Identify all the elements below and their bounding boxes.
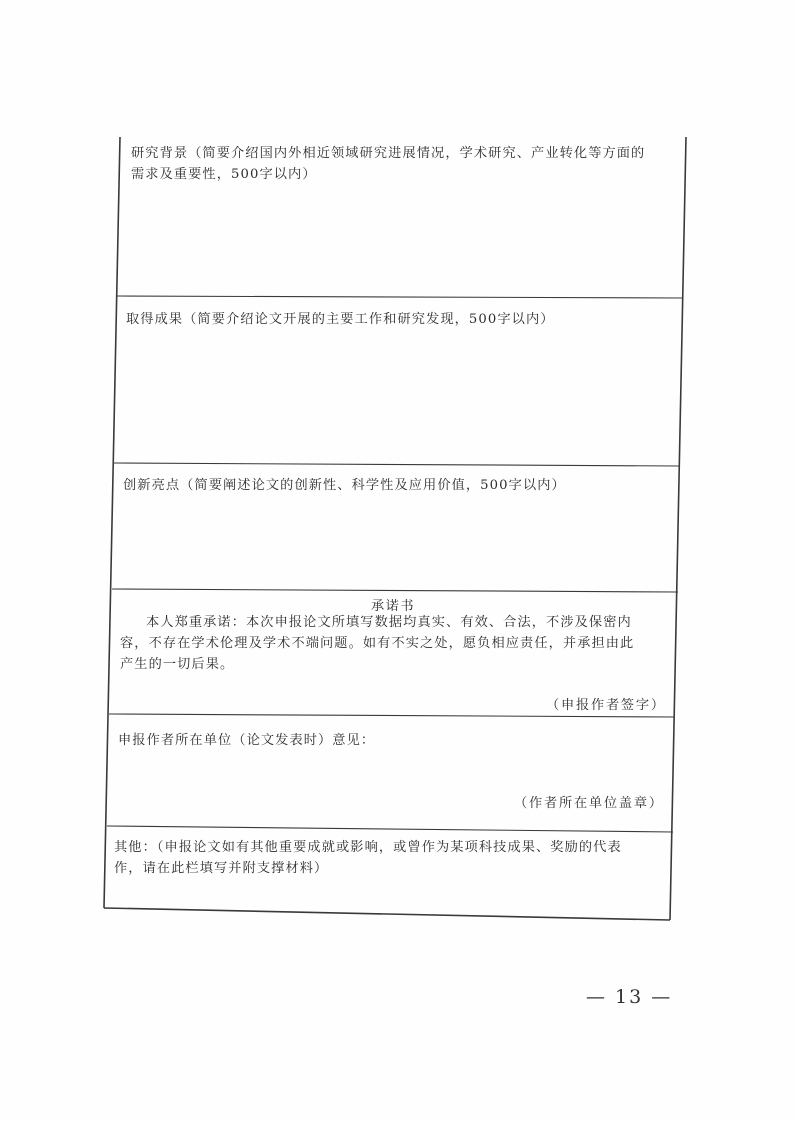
table-left-border bbox=[104, 137, 120, 908]
pledge-line-3: 产生的一切后果。 bbox=[120, 657, 235, 672]
table-bottom-border bbox=[104, 908, 670, 920]
pledge-body bbox=[120, 612, 680, 675]
seal-note: （作者所在单位盖章） bbox=[514, 796, 664, 811]
other-label-line-1: 其他：（申报论文如有其他重要成就或影响，或曾作为某项科技成果、奖励的代表 bbox=[114, 840, 622, 855]
background-cell-label bbox=[131, 143, 691, 185]
innovation-cell-label: 创新亮点（简要阐述论文的创新性、科学性及应用价值，500字以内） bbox=[123, 478, 566, 493]
results-cell-label: 取得成果（简要介绍论文开展的主要工作和研究发现，500字以内） bbox=[126, 312, 555, 327]
other-cell-label bbox=[114, 837, 674, 879]
background-label-line-1: 研究背景（简要介绍国内外相近领域研究进展情况，学术研究、产业转化等方面的 bbox=[131, 146, 646, 161]
pledge-title: 承诺书 bbox=[371, 599, 416, 614]
row-divider-4 bbox=[109, 714, 675, 717]
page-number: — 13 — bbox=[586, 986, 673, 1008]
pledge-line-2: 容，不存在学术伦理及学术不端问题。如有不实之处，愿负相应责任，并承担由此 bbox=[120, 636, 635, 651]
row-divider-2 bbox=[114, 463, 680, 466]
table-right-border bbox=[670, 137, 686, 920]
unit-opinion-label: 申报作者所在单位（论文发表时）意见： bbox=[118, 733, 376, 748]
row-divider-1 bbox=[117, 296, 683, 298]
row-divider-5 bbox=[107, 826, 673, 832]
background-label-line-2: 需求及重要性，500字以内） bbox=[131, 167, 317, 182]
pledge-line-1: 本人郑重承诺：本次申报论文所填写数据均真实、有效、合法，不涉及保密内 bbox=[146, 615, 632, 630]
row-divider-3 bbox=[112, 589, 678, 592]
other-label-line-2: 作，请在此栏填写并附支撑材料） bbox=[114, 861, 329, 876]
signature-note: （申报作者签字） bbox=[546, 698, 666, 713]
